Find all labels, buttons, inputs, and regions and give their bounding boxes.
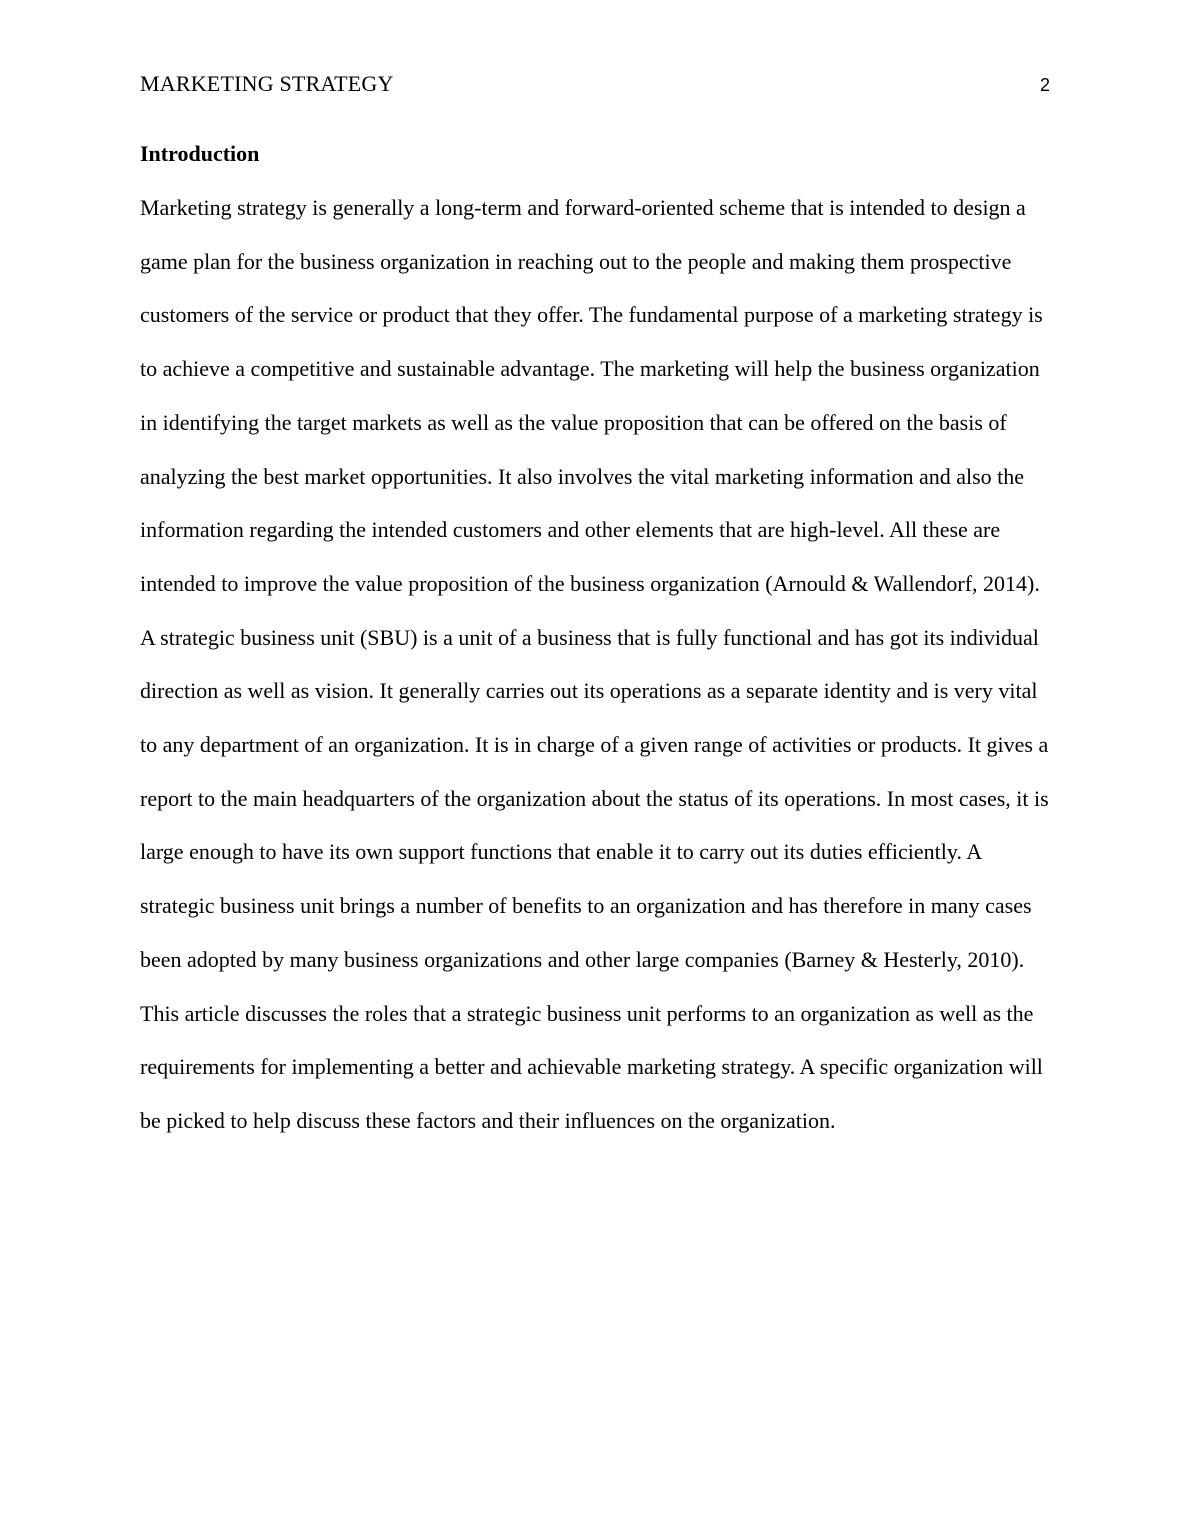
paragraph-article-overview: This article discusses the roles that a strategic business unit performs to an organization as well as the requirements for implementing a better and achievable marketing strategy. A specific organization will be picked to help discuss these factors and their influences on the organization. <box>140 1000 1043 1133</box>
page-header <box>140 70 1050 100</box>
section-heading-introduction: Introduction <box>140 141 260 166</box>
paragraph-strategic-business-unit: A strategic business unit (SBU) is a unit of a business that is fully functional and has got its individual direction as well as vision. It generally carries out its operations as a separate identity and is very vital to any department of an organization. It is in charge of a given range of activities or products. It gives a report to the main headquarters of the organization about the status of its operations. In most cases, it is large enough to have its own support functions that enable it to carry out its duties efficiently. A strategic business unit brings a number of benefits to an organization and has therefore in many cases been adopted by many business organizations and other large companies (Barney & Hesterly, 2010). <box>140 624 1049 972</box>
running-head: MARKETING STRATEGY <box>140 71 394 96</box>
paragraph-marketing-strategy: Marketing strategy is generally a long-term and forward-oriented scheme that is intended to design a game plan for the business organization in reaching out to the people and making them prospective customers of the service or product that they offer. The fundamental purpose of a marketing strategy is to achieve a competitive and sustainable advantage. The marketing will help the business organization in identifying the target markets as well as the value proposition that can be offered on the basis of analyzing the best market opportunities. It also involves the vital marketing information and also the information regarding the intended customers and other elements that are high-level. All these are intended to improve the value proposition of the business organization (Arnould & Wallendorf, 2014). <box>140 195 1043 596</box>
page-number: 2 <box>1039 75 1050 95</box>
document-body <box>140 138 1052 1148</box>
